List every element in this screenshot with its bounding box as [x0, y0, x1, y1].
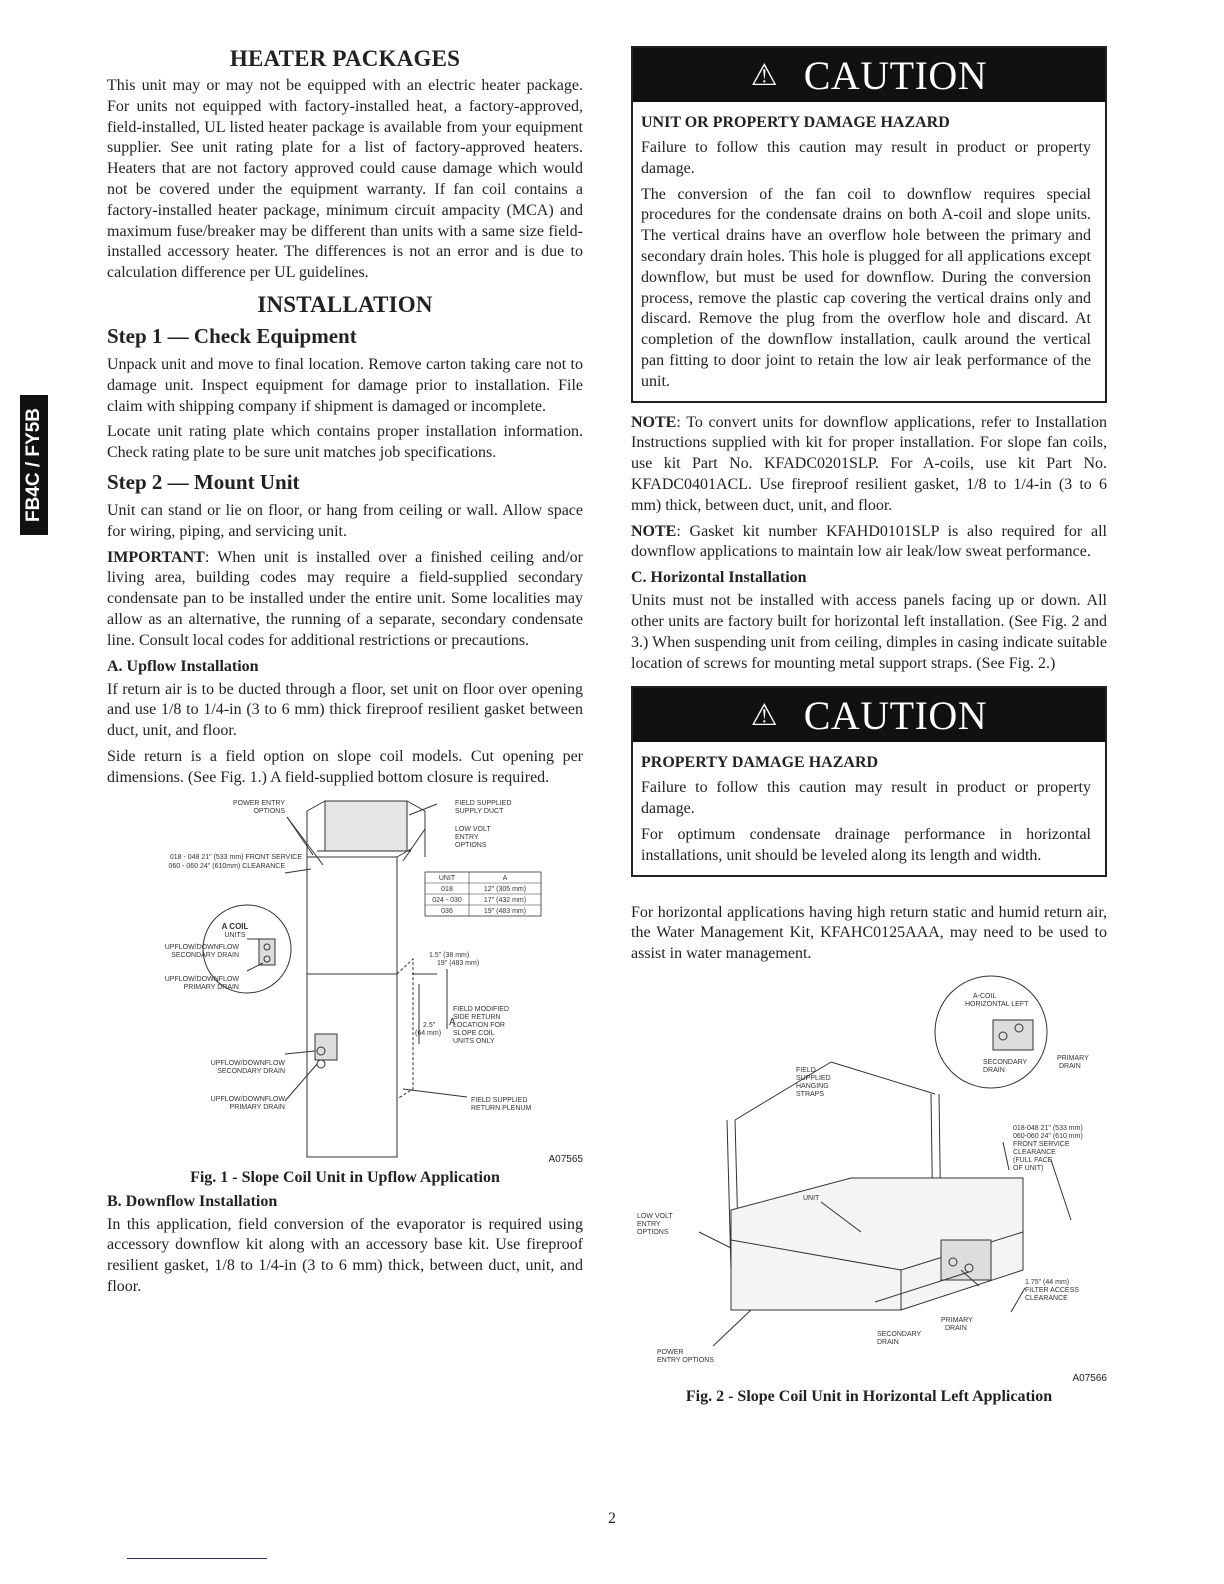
- note-2: [631, 522, 1107, 564]
- page-number: 2: [608, 1510, 616, 1527]
- fig2-label: FILTER ACCESS: [1025, 1286, 1079, 1294]
- figure-1-drawing: [107, 789, 583, 1159]
- fig1-label: PRIMARY DRAIN: [229, 1103, 285, 1111]
- fig1-table-cell: 12" (305 mm): [483, 885, 527, 893]
- downflow-paragraph: In this application, field conversion of the evaporator is required using accessory downflow kit along with an accessory base kit. Use fireproof resilient gasket, 1/8 to 1/4-in (3 to 6 mm) thick, between duct, unit, and floor.: [107, 1215, 583, 1295]
- fig1-id: A07565: [548, 1153, 583, 1165]
- horizontal-title: C. Horizontal Installation: [631, 569, 807, 587]
- caution-1-paragraph-2: The conversion of the fan coil to downflow requires special procedures for the condensate drains on both A-coil and slope units. The vertical drains have an overflow hole between the primary and secondary drain holes. This hole is plugged for all applications except downflow, but must be used for downflow. During the conversion process, remove the plastic cap covering the vertical drains only and discard. Remove the plug from the overflow hole and discard. At completion of the downflow installation, caulk around the vertical pan fitting to door joint to retain the low air leak performance of the unit.: [641, 185, 1091, 390]
- heater-title: HEATER PACKAGES: [229, 46, 461, 71]
- fig1-table-cell: 19" (483 mm): [483, 907, 527, 915]
- side-tab: [20, 395, 48, 535]
- downflow-title: B. Downflow Installation: [107, 1192, 278, 1210]
- fig2-label: 060-060 24" (610 mm): [1013, 1132, 1083, 1140]
- fig2-label: 1.75" (44 mm): [1025, 1278, 1070, 1286]
- fig2-label: DRAIN: [983, 1066, 1005, 1074]
- fig1-label: UPFLOW/DOWNFLOW: [210, 1095, 285, 1103]
- fig2-label: PRIMARY: [941, 1316, 973, 1324]
- fig2-id: A07566: [1072, 1372, 1107, 1384]
- fig2-label: PRIMARY: [1057, 1054, 1089, 1062]
- fig1-label: UNITS ONLY: [453, 1037, 495, 1045]
- step2-title: Step 2 — Mount Unit: [107, 469, 300, 494]
- fig1-label: 2.5": [423, 1021, 436, 1029]
- fig2-label: 018-048 21" (533 mm): [1013, 1124, 1083, 1132]
- upflow-paragraph-2: Side return is a field option on slope coil models. Cut opening per dimensions. (See Fig. 1.) A field-supplied bottom closure is required.: [107, 747, 583, 786]
- fig1-table-cell: 17" (432 mm): [483, 896, 527, 904]
- fig1-label: FIELD SUPPLIED: [471, 1096, 528, 1104]
- fig1-label: OPTIONS: [455, 841, 487, 849]
- fig2-caption: Fig. 2 - Slope Coil Unit in Horizontal Left Application: [685, 1387, 1053, 1405]
- note-2-text: : Gasket kit number KFAHD0101SLP is also required for all downflow applications to maintain low air leak/low sweat performance.: [631, 522, 1107, 561]
- fig2-label: POWER: [657, 1348, 684, 1356]
- caution-1-paragraph-1: Failure to follow this caution may result in product or property damage.: [641, 139, 1091, 177]
- fig1-table-cell: 036: [441, 907, 453, 915]
- caution-2-title: PROPERTY DAMAGE HAZARD: [641, 754, 879, 772]
- fig1-label: LOW VOLT: [455, 825, 491, 833]
- fig1-label: 018 - 048 21" (533 mm) FRONT SERVICE: [169, 853, 302, 861]
- water-paragraph: For horizontal applications having high return static and humid return air, the Water Management Kit, KFAHC0125AAA, may need to be used to assist in water management.: [631, 903, 1107, 963]
- fig1-label: 19" (483 mm): [437, 959, 480, 967]
- warning-triangle-icon: ⚠: [750, 57, 778, 93]
- caution-2-heading: CAUTION: [803, 692, 988, 738]
- fig1-label: UPFLOW/DOWNFLOW: [164, 975, 239, 983]
- fig2-label: DRAIN: [877, 1338, 899, 1346]
- figure-2-drawing: [631, 970, 1107, 1370]
- upflow-paragraph-1: If return air is to be ducted through a floor, set unit on floor over opening and use 1/8 to 1/4-in (3 to 6 mm) thick fireproof resilient gasket between duct, unit, and floor.: [107, 680, 583, 740]
- fig2-label: CLEARANCE: [1025, 1294, 1068, 1302]
- fig2-label: CLEARANCE: [1013, 1148, 1056, 1156]
- installation-title: INSTALLATION: [257, 291, 433, 317]
- caution-1-title: UNIT OR PROPERTY DAMAGE HAZARD: [641, 114, 950, 131]
- fig2-label: HANGING: [796, 1082, 829, 1090]
- fig2-label: SECONDARY: [983, 1058, 1028, 1066]
- fig2-label: SUPPLIED: [796, 1074, 831, 1082]
- caution-2-paragraph-2: For optimum condensate drainage performance in horizontal installations, unit should be leveled along its length and width.: [641, 825, 1091, 864]
- note-2-label: NOTE: [631, 522, 677, 540]
- caution-box-1: [631, 46, 1107, 403]
- warning-triangle-icon: ⚠: [750, 697, 778, 733]
- fig1-label: 1.5" (38 mm): [429, 951, 470, 959]
- caution-1-header: [633, 48, 1105, 102]
- right-column: [631, 46, 1107, 1412]
- fig2-label: A-COIL: [973, 992, 997, 1000]
- note-1-label: NOTE: [631, 413, 677, 431]
- fig1-label: ENTRY: [455, 833, 479, 841]
- fig1-label: (64 mm): [415, 1029, 442, 1037]
- fig1-label: SUPPLY DUCT: [455, 807, 504, 815]
- fig1-label: SLOPE COIL: [453, 1029, 495, 1037]
- fig1-label: UNITS: [224, 931, 246, 939]
- fig1-label: A COIL: [221, 921, 249, 931]
- fig1-label: A: [449, 1016, 456, 1028]
- fig1-label: SECONDARY DRAIN: [217, 1067, 285, 1075]
- fig2-label: OF UNIT): [1013, 1164, 1044, 1172]
- fig2-label: UNIT: [803, 1194, 820, 1202]
- fig2-label: FRONT SERVICE: [1013, 1140, 1070, 1148]
- fig1-table-header-unit: UNIT: [438, 874, 456, 882]
- caution-box-2: [631, 686, 1107, 876]
- fig1-label: 060 - 060 24" (610mm) CLEARANCE: [168, 862, 285, 870]
- fig1-label: UPFLOW/DOWNFLOW: [210, 1059, 285, 1067]
- fig1-label: FIELD MODIFIED: [453, 1005, 510, 1013]
- fig1-label: OPTIONS: [253, 807, 285, 815]
- fig2-label: STRAPS: [796, 1090, 825, 1098]
- step1-paragraph-2: Locate unit rating plate which contains proper installation information. Check rating plate to be sure unit matches job specifications.: [107, 423, 583, 462]
- figure-2: [631, 970, 1107, 1384]
- fig2-label: ENTRY: [637, 1220, 661, 1228]
- left-column: [107, 46, 583, 1303]
- footer-rule: [127, 1558, 267, 1559]
- step2-paragraph-1: Unit can stand or lie on floor, or hang from ceiling or wall. Allow space for wiring, piping, and servicing unit.: [107, 501, 583, 540]
- fig2-label: HORIZONTAL LEFT: [965, 1000, 1029, 1008]
- fig1-label: LOCATION FOR: [453, 1021, 505, 1029]
- fig1-table-cell: 024 - 030: [432, 896, 462, 904]
- fig2-label: SECONDARY: [877, 1330, 922, 1338]
- fig2-label: DRAIN: [945, 1324, 967, 1332]
- note-1-text: : To convert units for downflow applications, refer to Installation Instructions supplied with kit for proper installation. For slope fan coils, use kit Part No. KFADC0201SLP. For A-coils, use kit Part No. KFADC0401ACL. Use fireproof resilient gasket, 1/8 to 1/4-in (3 to 6 mm) thick, between duct, unit, and floor.: [631, 413, 1107, 514]
- fig1-label: SIDE RETURN: [453, 1013, 501, 1021]
- fig1-table-header-a: A: [502, 874, 508, 882]
- fig2-label: FIELD: [796, 1066, 816, 1074]
- fig1-label: SECONDARY DRAIN: [171, 951, 239, 959]
- heater-paragraph: This unit may or may not be equipped with an electric heater package. For units not equipped with factory-installed heat, a factory-approved, field-installed, UL listed heater package is available from your equipment supplier. See unit rating plate for a list of factory-approved heaters. Heaters that are not factory approved could cause damage which would not be covered under the equipment warranty. If fan coil contains a factory-installed heater package, minimum circuit ampacity (MCA) and maximum fuse/breaker may be different than units with a same size field-installed accessory heater. The differences is not an error and is due to calculation difference per UL guidelines.: [107, 77, 583, 282]
- step1-paragraph-1: Unpack unit and move to final location. Remove carton taking care not to damage unit. Inspect equipment for damage prior to installation. File claim with shipping company if shipment is damaged or incomplete.: [107, 355, 583, 415]
- horizontal-paragraph: Units must not be installed with access panels facing up or down. All other units are factory built for horizontal left installation. (See Fig. 2 and 3.) When suspending unit from ceiling, dimples in casing indicate suitable location of screws for mounting metal support straps. (See Fig. 2.): [631, 592, 1107, 672]
- fig2-label: OPTIONS: [637, 1228, 669, 1236]
- important-paragraph: [107, 548, 583, 652]
- caution-2-header: [633, 688, 1105, 742]
- fig1-caption: Fig. 1 - Slope Coil Unit in Upflow Application: [190, 1168, 500, 1186]
- fig1-label: RETURN PLENUM: [471, 1104, 532, 1112]
- caution-1-heading: CAUTION: [803, 52, 988, 98]
- note-1: [631, 413, 1107, 517]
- fig2-label: (FULL FACE: [1013, 1156, 1053, 1164]
- important-label: IMPORTANT: [107, 548, 205, 566]
- fig1-table-cell: 018: [441, 885, 453, 893]
- important-text: : When unit is installed over a finished ceiling and/or living area, building codes may require a field-supplied secondary condensate pan to be installed under the entire unit. Some localities may allow as an alternative, the running of a separate, secondary condensate line. Consult local codes for additional restrictions or precautions.: [107, 548, 583, 649]
- side-tab-label: FB4C / FY5B: [23, 407, 44, 523]
- fig2-label: LOW VOLT: [637, 1212, 673, 1220]
- caution-2-paragraph-1: Failure to follow this caution may result in product or property damage.: [641, 779, 1091, 818]
- fig2-label: DRAIN: [1059, 1062, 1081, 1070]
- fig1-label: UPFLOW/DOWNFLOW: [164, 943, 239, 951]
- fig2-label: ENTRY OPTIONS: [657, 1356, 714, 1364]
- figure-1: [107, 789, 583, 1165]
- step1-title: Step 1 — Check Equipment: [107, 323, 357, 348]
- fig1-table: [425, 872, 541, 916]
- upflow-title: A. Upflow Installation: [107, 657, 259, 675]
- fig1-label: PRIMARY DRAIN: [183, 983, 239, 991]
- fig1-label: POWER ENTRY: [233, 799, 285, 807]
- fig1-label: FIELD SUPPLIED: [455, 799, 512, 807]
